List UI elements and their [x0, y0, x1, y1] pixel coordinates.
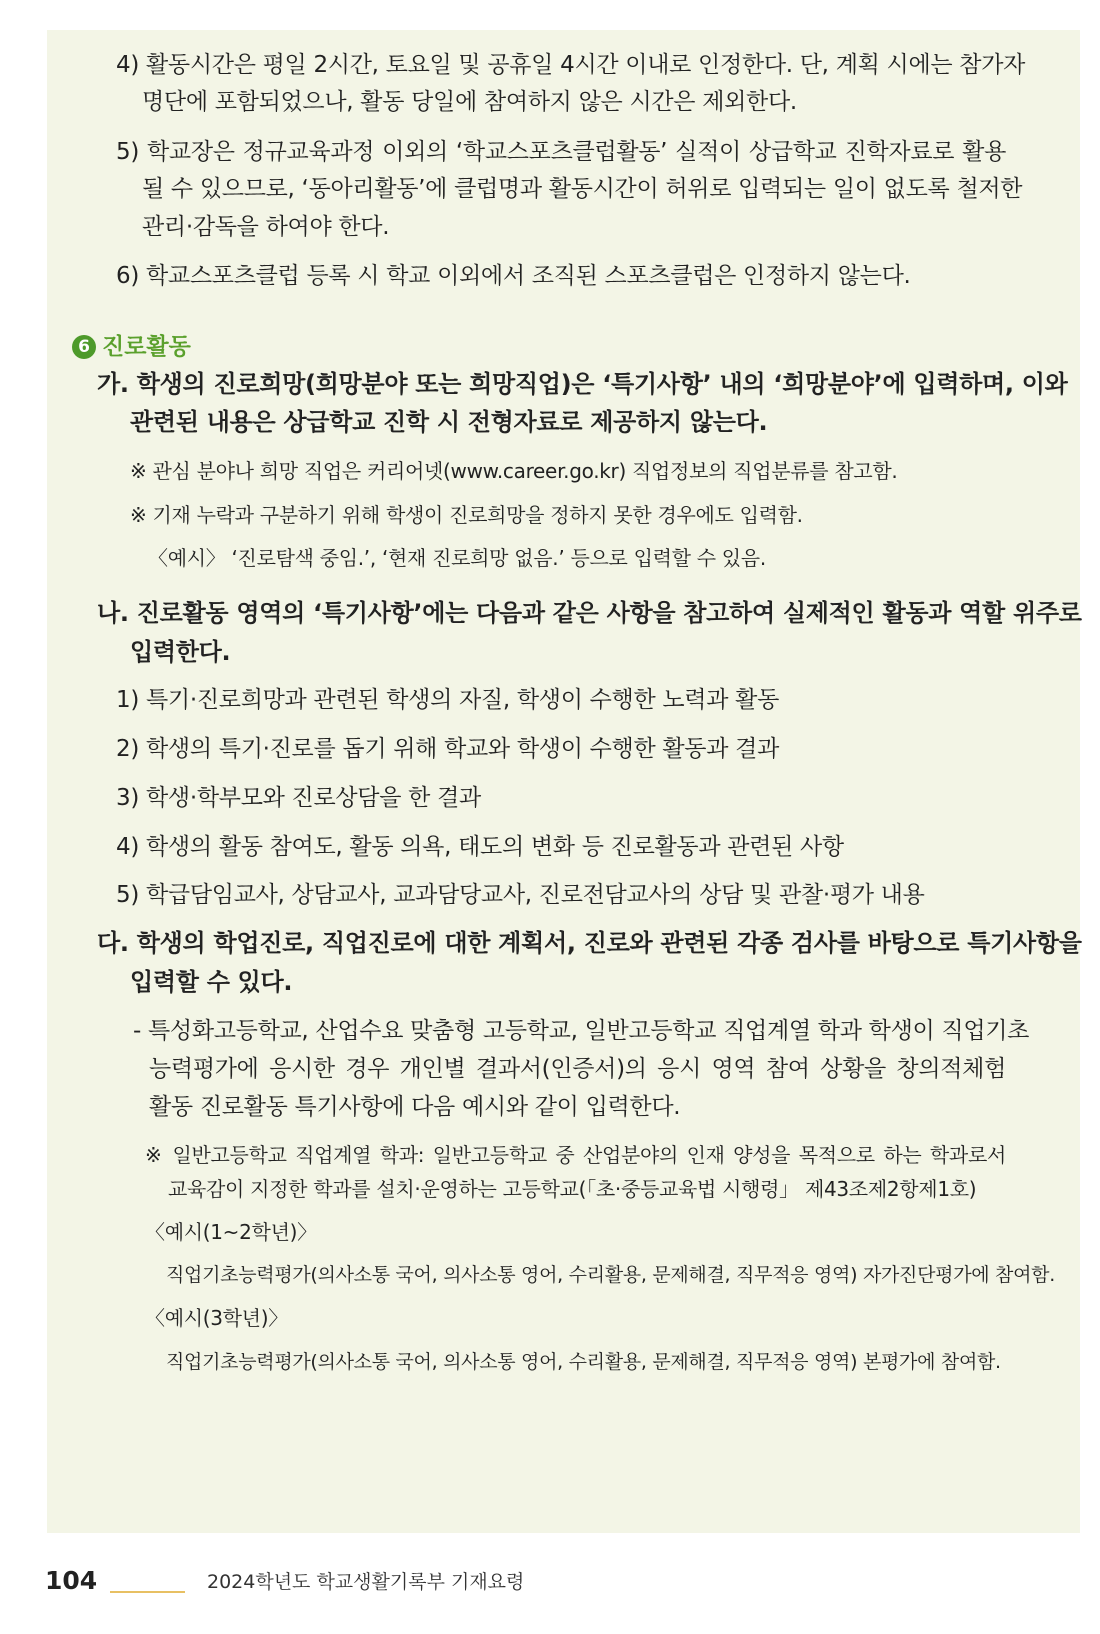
section-title: 진로활동: [102, 334, 191, 360]
ga-note-1: ※ 관심 분야나 희망 직업은 커리어넷(www.career.go.kr) 직업정보의 직업분류를 참고함.: [130, 459, 898, 483]
da-line-2: 입력할 수 있다.: [130, 968, 293, 996]
na-item-4: 4) 학생의 활동 참여도, 활동 의욕, 태도의 변화 등 진로활동과 관련된 사항: [116, 834, 844, 860]
da-note-line-2: 교육감이 지정한 학과를 설치·운영하는 고등학교(「초·중등교육법 시행령」 제43조제2항제1호): [168, 1177, 977, 1201]
na-item-2: 2) 학생의 특기·진로를 돕기 위해 학교와 학생이 수행한 활동과 결과: [116, 736, 779, 762]
na-line-2: 입력한다.: [130, 638, 231, 666]
item-6-line-1: 6) 학교스포츠클럽 등록 시 학교 이외에서 조직된 스포츠클럽은 인정하지 않는다.: [116, 263, 911, 289]
item-5-line-3: 관리·감독을 하여야 한다.: [142, 214, 390, 240]
ga-note-2: ※ 기재 누락과 구분하기 위해 학생이 진로희망을 정하지 못한 경우에도 입력함.: [130, 503, 803, 527]
ga-line-2: 관련된 내용은 상급학교 진학 시 전형자료로 제공하지 않는다.: [130, 408, 768, 436]
da-dash-line-1: - 특성화고등학교, 산업수요 맞춤형 고등학교, 일반고등학교 직업계열 학과 학생이 직업기초: [133, 1018, 1030, 1044]
footer-title: 2024학년도 학교생활기록부 기재요령: [207, 1571, 525, 1593]
da-dash-line-2: 능력평가에 응시한 경우 개인별 결과서(인증서)의 응시 영역 참여 상황을 창의적체험: [149, 1056, 1006, 1082]
da-dash-line-3: 활동 진로활동 특기사항에 다음 예시와 같이 입력한다.: [149, 1094, 681, 1120]
da-note-line-1: ※ 일반고등학교 직업계열 학과: 일반고등학교 중 산업분야의 인재 양성을 목적으로 하는 학과로서: [145, 1143, 1006, 1167]
example-text-3: 직업기초능력평가(의사소통 국어, 의사소통 영어, 수리활용, 문제해결, 직무적응 영역) 본평가에 참여함.: [166, 1351, 1001, 1373]
example-label-3: 〈예시(3학년)〉: [145, 1306, 288, 1330]
section-number-badge: 6: [72, 335, 96, 359]
na-item-3: 3) 학생·학부모와 진로상담을 한 결과: [116, 785, 481, 811]
page-number: 104: [45, 1566, 98, 1595]
section-heading: [72, 332, 191, 362]
item-4-line-2: 명단에 포함되었으나, 활동 당일에 참여하지 않은 시간은 제외한다.: [142, 89, 797, 115]
ga-example: 〈예시〉 ‘진로탐색 중임.’, ‘현재 진로희망 없음.’ 등으로 입력할 수 있음.: [148, 546, 766, 570]
example-text-1-2: 직업기초능력평가(의사소통 국어, 의사소통 영어, 수리활용, 문제해결, 직무적응 영역) 자가진단평가에 참여함.: [166, 1264, 1055, 1286]
footer-divider: [110, 1591, 185, 1593]
da-line-1: 다. 학생의 학업진로, 직업진로에 대한 계획서, 진로와 관련된 각종 검사를 바탕으로 특기사항을: [97, 929, 1082, 957]
item-4-line-1: 4) 활동시간은 평일 2시간, 토요일 및 공휴일 4시간 이내로 인정한다. 단, 계획 시에는 참가자: [116, 52, 1026, 78]
na-item-5: 5) 학급담임교사, 상담교사, 교과담당교사, 진로전담교사의 상담 및 관찰·평가 내용: [116, 882, 925, 908]
example-label-1-2: 〈예시(1~2학년)〉: [145, 1220, 317, 1244]
na-line-1: 나. 진로활동 영역의 ‘특기사항’에는 다음과 같은 사항을 참고하여 실제적인 활동과 역할 위주로: [97, 599, 1082, 627]
na-item-1: 1) 특기·진로희망과 관련된 학생의 자질, 학생이 수행한 노력과 활동: [116, 687, 779, 713]
item-5-line-2: 될 수 있으므로, ‘동아리활동’에 클럽명과 활동시간이 허위로 입력되는 일이 없도록 철저한: [142, 176, 1023, 202]
item-5-line-1: 5) 학교장은 정규교육과정 이외의 ‘학교스포츠클럽활동’ 실적이 상급학교 진학자료로 활용: [116, 139, 1006, 165]
ga-line-1: 가. 학생의 진로희망(희망분야 또는 희망직업)은 ‘특기사항’ 내의 ‘희망분야’에 입력하며, 이와: [97, 370, 1068, 398]
